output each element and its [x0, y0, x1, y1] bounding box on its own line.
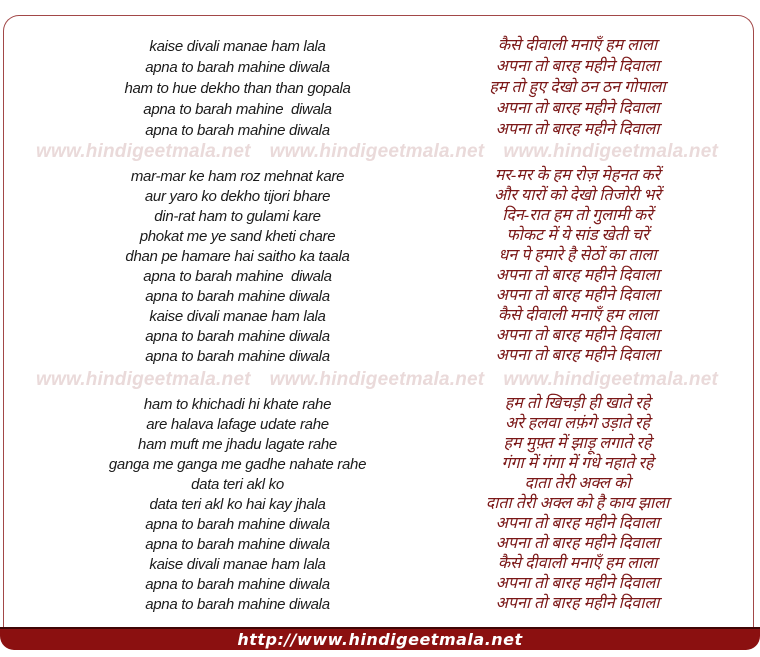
roman-lyric-line: ham to khichadi hi khate rahe	[143, 396, 332, 413]
roman-lyric-line: apna to barah mahine diwala	[145, 122, 330, 139]
devanagari-stanza-2	[420, 166, 735, 366]
roman-stanza-2	[25, 167, 450, 367]
roman-lyric-line: apna to barah mahine diwala	[145, 328, 330, 345]
devanagari-lyric-line: अपना तो बारह महीने दिवाला	[495, 347, 660, 364]
watermark-text: www.hindigeetmala.net	[503, 141, 718, 162]
footer-bar	[0, 627, 760, 650]
roman-lyric-line: apna to barah mahine diwala	[145, 596, 330, 613]
devanagari-lyric-line: हम तो खिचड़ी ही खाते रहे	[504, 395, 651, 412]
watermark-text: www.hindigeetmala.net	[269, 141, 485, 162]
devanagari-lyric-line: कैसे दीवाली मनाएँ हम लाला	[497, 37, 658, 54]
devanagari-stanza-3	[420, 394, 735, 614]
roman-lyric-line: apna to barah mahine diwala	[145, 59, 330, 76]
roman-lyric-line: are halava lafage udate rahe	[146, 416, 329, 433]
devanagari-lyric-line: फोकट में ये सांड खेती चरें	[506, 227, 649, 244]
roman-lyric-line: apna to barah mahine diwala	[145, 516, 330, 533]
roman-lyric-line: din-rat ham to gulami kare	[154, 208, 321, 225]
roman-lyric-line: apna to barah mahine diwala	[143, 101, 332, 118]
watermark-text: www.hindigeetmala.net	[36, 369, 251, 390]
devanagari-lyric-line: धन पे हमारे है सेठों का ताला	[498, 247, 657, 264]
devanagari-lyric-line: अपना तो बारह महीने दिवाला	[495, 327, 660, 344]
watermark-row-1	[36, 141, 718, 163]
roman-lyric-line: ham muft me jhadu lagate rahe	[138, 436, 337, 453]
watermark-text: www.hindigeetmala.net	[503, 369, 718, 390]
watermark-text: www.hindigeetmala.net	[269, 369, 485, 390]
devanagari-lyric-line: दाता तेरी अक्ल को है काय झाला	[485, 495, 670, 512]
watermark-text: www.hindigeetmala.net	[36, 141, 251, 162]
roman-lyric-line: aur yaro ko dekho tijori bhare	[144, 188, 331, 205]
devanagari-lyric-line: दाता तेरी अक्ल को	[524, 475, 631, 492]
devanagari-lyric-line: गंगा में गंगा में गधे नहाते रहे	[501, 455, 654, 472]
footer-site-link[interactable]: http://www.hindigeetmala.net	[237, 630, 523, 649]
roman-lyric-line: apna to barah mahine diwala	[145, 536, 330, 553]
devanagari-lyric-line: अपना तो बारह महीने दिवाला	[495, 515, 660, 532]
devanagari-stanza-1	[420, 35, 735, 140]
devanagari-lyric-line: अपना तो बारह महीने दिवाला	[495, 100, 660, 117]
devanagari-lyric-line: हम तो हुए देखो ठन ठन गोपाला	[489, 79, 666, 96]
devanagari-lyric-line: अपना तो बारह महीने दिवाला	[495, 535, 660, 552]
devanagari-lyric-line: हम मुफ़्त में झाड़ू लगाते रहे	[503, 435, 652, 452]
roman-lyric-line: apna to barah mahine diwala	[145, 576, 330, 593]
devanagari-lyric-line: अरे हलवा लफ़ंगे उड़ाते रहे	[505, 415, 650, 432]
roman-lyric-line: apna to barah mahine diwala	[145, 288, 330, 305]
roman-lyric-line: ganga me ganga me gadhe nahate rahe	[108, 456, 367, 473]
roman-lyric-line: apna to barah mahine diwala	[143, 268, 332, 285]
devanagari-lyric-line: अपना तो बारह महीने दिवाला	[495, 121, 660, 138]
roman-lyric-line: ham to hue dekho than than gopala	[124, 80, 351, 97]
devanagari-lyric-line: दिन-रात हम तो गुलामी करें	[502, 207, 653, 224]
devanagari-lyric-line: और यारों को देखो तिजोरी भरें	[494, 187, 661, 204]
devanagari-lyric-line: मर-मर के हम रोज़ मेहनत करें	[494, 167, 661, 184]
devanagari-lyric-line: अपना तो बारह महीने दिवाला	[495, 267, 660, 284]
roman-stanza-1	[25, 36, 450, 141]
roman-stanza-3	[25, 395, 450, 615]
roman-lyric-line: kaise divali manae ham lala	[149, 556, 326, 573]
roman-lyric-line: phokat me ye sand kheti chare	[139, 228, 336, 245]
roman-lyric-line: apna to barah mahine diwala	[145, 348, 330, 365]
devanagari-lyric-line: अपना तो बारह महीने दिवाला	[495, 575, 660, 592]
roman-lyric-line: mar-mar ke ham roz mehnat kare	[130, 168, 345, 185]
devanagari-lyric-line: अपना तो बारह महीने दिवाला	[495, 287, 660, 304]
watermark-row-2	[36, 369, 718, 391]
roman-lyric-line: kaise divali manae ham lala	[149, 308, 326, 325]
devanagari-lyric-line: कैसे दीवाली मनाएँ हम लाला	[497, 307, 658, 324]
roman-lyric-line: data teri akl ko	[191, 476, 284, 493]
roman-lyric-line: dhan pe hamare hai saitho ka taala	[125, 248, 350, 265]
devanagari-lyric-line: कैसे दीवाली मनाएँ हम लाला	[497, 555, 658, 572]
roman-lyric-line: kaise divali manae ham lala	[149, 38, 326, 55]
devanagari-lyric-line: अपना तो बारह महीने दिवाला	[495, 58, 660, 75]
roman-lyric-line: data teri akl ko hai kay jhala	[149, 496, 326, 513]
devanagari-lyric-line: अपना तो बारह महीने दिवाला	[495, 595, 660, 612]
